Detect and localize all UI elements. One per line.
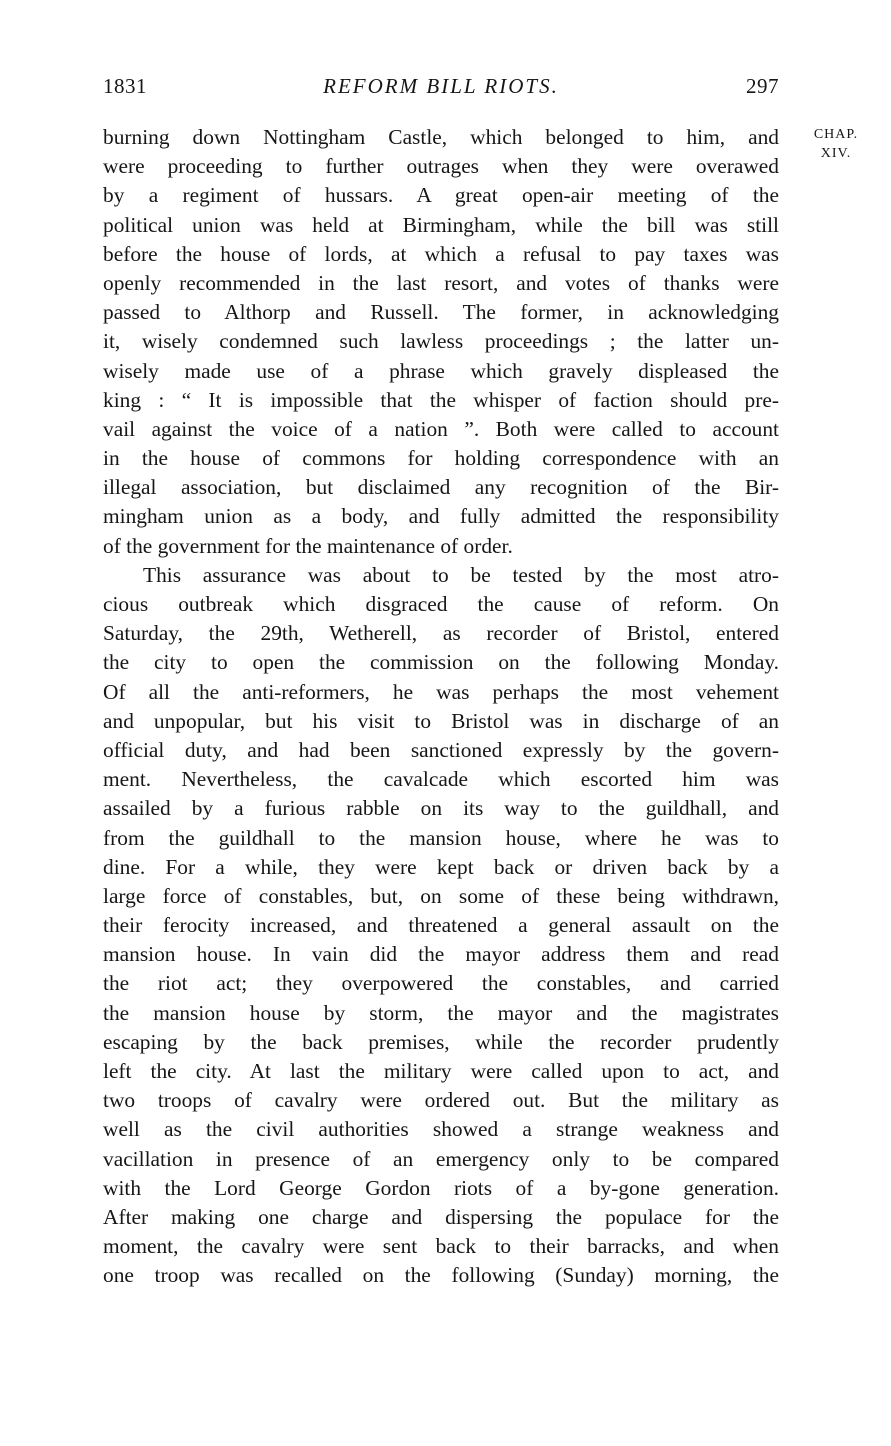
header-title: REFORM BILL RIOTS. xyxy=(323,74,559,98)
text-line: political union was held at Birmingham, while the bill was still xyxy=(103,212,779,237)
running-head xyxy=(103,74,779,106)
text-line: Saturday, the 29th, Wetherell, as recorder of Bristol, entered xyxy=(103,621,779,646)
text-line: mansion house. In vain did the mayor address them and read xyxy=(103,942,779,967)
text-line: passed to Althorp and Russell. The former, in acknowledging xyxy=(103,300,779,325)
text-line: large force of constables, but, on some of these being withdrawn, xyxy=(103,883,779,908)
text-line: burning down Nottingham Castle, which belonged to him, and xyxy=(103,125,779,149)
text-line: it, wisely condemned such lawless proceedings ; the latter un- xyxy=(103,329,779,354)
text-line: were proceeding to further outrages when they were overawed xyxy=(103,154,779,179)
text-line: vacillation in presence of an emergency only to be compared xyxy=(103,1146,779,1171)
text-line: illegal association, but disclaimed any recognition of the Bir- xyxy=(103,475,779,500)
text-line: wisely made use of a phrase which gravely displeased the xyxy=(103,358,779,383)
text-line: and unpopular, but his visit to Bristol was in discharge of an xyxy=(103,708,779,733)
text-line: in the house of commons for holding correspondence with an xyxy=(103,446,779,471)
text-line: mingham union as a body, and fully admitted the responsibility xyxy=(103,504,779,529)
text-line: cious outbreak which disgraced the cause of reform. On xyxy=(103,592,779,616)
text-line: moment, the cavalry were sent back to their barracks, and when xyxy=(103,1234,779,1259)
text-line: before the house of lords, at which a refusal to pay taxes was xyxy=(103,241,779,266)
page-number: 297 xyxy=(746,74,779,98)
text-line: left the city. At last the military were called upon to act, and xyxy=(103,1059,779,1083)
chapter-margin-note xyxy=(800,125,872,163)
paragraph-last-line: of the government for the maintenance of order. xyxy=(103,533,513,558)
text-line: the mansion house by storm, the mayor and the magistrates xyxy=(103,1000,779,1025)
text-line: well as the civil authorities showed a strange weakness and xyxy=(103,1117,779,1142)
text-line: dine. For a while, they were kept back or driven back by a xyxy=(103,854,779,879)
text-line: by a regiment of hussars. A great open-air meeting of the xyxy=(103,183,779,208)
text-line: official duty, and had been sanctioned expressly by the govern- xyxy=(103,737,779,762)
text-line: assailed by a furious rabble on its way to the guildhall, and xyxy=(103,796,779,821)
paragraph-first-line: This assurance was about to be tested by the most atro- xyxy=(143,562,779,587)
text-line: vail against the voice of a nation ”. Both were called to account xyxy=(103,416,779,441)
text-line: escaping by the back premises, while the recorder prudently xyxy=(103,1029,779,1054)
text-line: the city to open the commission on the following Monday. xyxy=(103,650,779,675)
text-line: from the guildhall to the mansion house, where he was to xyxy=(103,825,779,850)
text-line: ment. Nevertheless, the cavalcade which escorted him was xyxy=(103,767,779,792)
header-year: 1831 xyxy=(103,74,147,98)
text-line: their ferocity increased, and threatened a general assault on the xyxy=(103,913,779,938)
text-line: the riot act; they overpowered the constables, and carried xyxy=(103,971,779,996)
chapter-number: XIV. xyxy=(820,146,852,161)
text-line: Of all the anti-reformers, he was perhaps the most vehement xyxy=(103,679,779,704)
text-line: one troop was recalled on the following (Sunday) morning, the xyxy=(103,1263,779,1288)
text-line: two troops of cavalry were ordered out. But the military as xyxy=(103,1088,779,1113)
text-line: openly recommended in the last resort, and votes of thanks were xyxy=(103,270,779,295)
text-line: king : “ It is impossible that the whisper of faction should pre- xyxy=(103,387,779,412)
text-line: After making one charge and dispersing the populace for the xyxy=(103,1204,779,1229)
text-line: with the Lord George Gordon riots of a by-gone generation. xyxy=(103,1175,779,1200)
chapter-label: CHAP. xyxy=(813,127,859,142)
body-text xyxy=(103,123,779,1291)
